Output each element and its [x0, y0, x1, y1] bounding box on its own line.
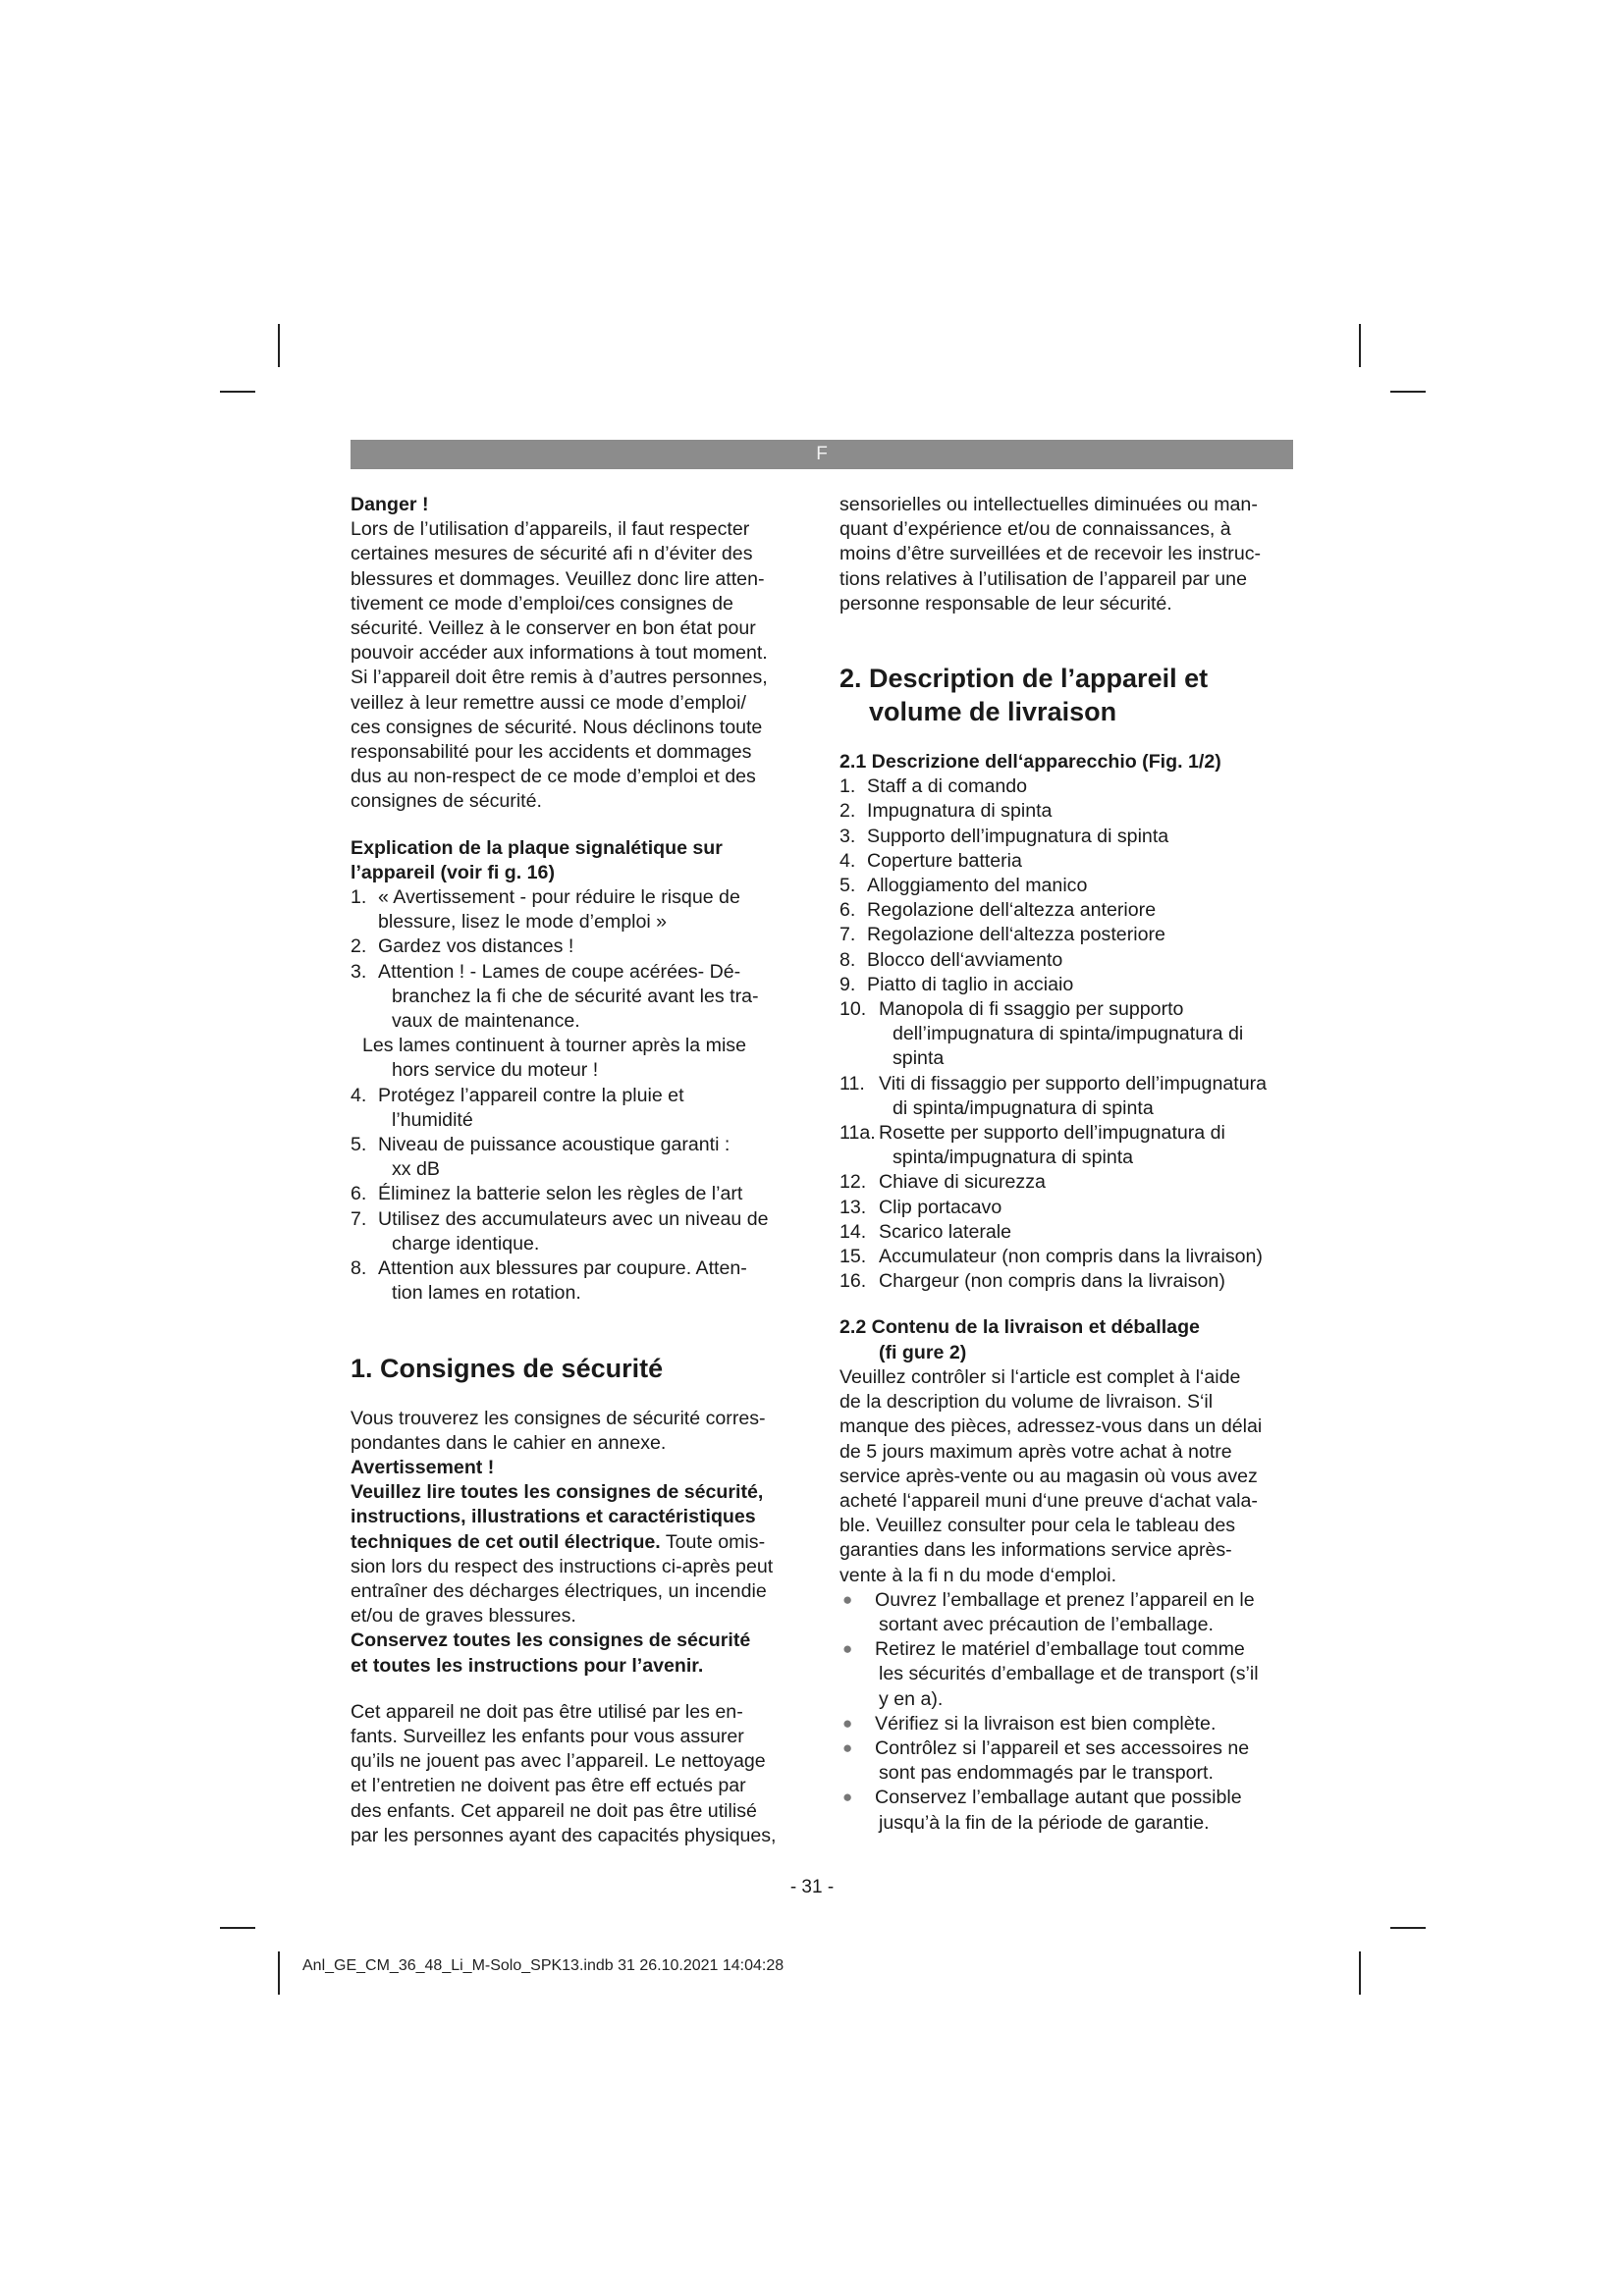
language-code: F	[816, 444, 828, 464]
list-item: ● Retirez le matériel d’emballage tout comme les sécurités d’emballage et de transport (s’il y en a).	[842, 1638, 1259, 1710]
crop-mark	[278, 1951, 280, 1995]
subsection-2-2-body: Veuillez contrôler si l‘article est complet à l‘aide de la description du volume de livraison. S‘il manque des pièces, adressez-vous dans un délai de 5 jours maximum après votre achat à notre service après-vente ou au magasin où vous avez acheté l‘appareil muni d‘une preuve d‘achat vala- ble. Veuillez consulter pour cela le tableau des garanties dans les informations service après- vente à la fi n du mode d‘emploi.	[839, 1365, 1263, 1586]
bullet-icon: ●	[842, 1737, 853, 1757]
rating-plate-list	[351, 885, 805, 1306]
list-item: 13. Clip portacavo	[839, 1196, 1002, 1218]
crop-mark	[1359, 324, 1361, 367]
list-item: 2. Impugnatura di spinta	[839, 800, 1053, 823]
section-1-intro: Vous trouverez les consignes de sécurité corres- pondantes dans le cahier en annexe.	[351, 1407, 766, 1454]
list-item: 4. Coperture batteria	[839, 849, 1022, 872]
crop-mark	[278, 324, 280, 367]
list-item: 9. Piatto di taglio in acciaio	[839, 973, 1074, 995]
unpacking-steps	[839, 1588, 1296, 1836]
parts-list	[839, 774, 1296, 1294]
right-column	[839, 493, 1296, 1836]
list-item: 15. Accumulateur (non compris dans la livraison)	[839, 1246, 1263, 1268]
list-item: 6. Éliminez la batterie selon les règles de l’art	[351, 1183, 743, 1205]
left-column	[351, 493, 805, 1848]
danger-title: Danger !	[351, 494, 429, 515]
bullet-icon: ●	[842, 1713, 853, 1733]
warning-label: Avertissement !	[351, 1456, 495, 1478]
crop-mark	[220, 391, 255, 393]
subsection-2-1-title: 2.1 Descrizione dell‘apparecchio (Fig. 1/2)	[839, 751, 1221, 774]
warning-text: Veuillez lire toutes les consignes de sécurité, instructions, illustrations et caractéristiques techniques de cet outil électrique. Toute omis- sion lors du respect des instructions ci-après peut entraîner des décharges électriques, un incendie et/ou de graves blessures.	[351, 1481, 774, 1628]
list-item: 5. Alloggiamento del manico	[839, 875, 1088, 897]
bullet-icon: ●	[842, 1589, 853, 1609]
list-item: 10. Manopola di fi ssaggio per supporto dell’impugnatura di spinta/impugnatura di spinta	[839, 998, 1244, 1070]
crop-mark	[1359, 1951, 1361, 1995]
list-item: 6. Regolazione dell‘altezza anteriore	[839, 899, 1157, 922]
list-item: 11. Viti di fissaggio per supporto dell’impugnatura di spinta/impugnatura di spinta	[839, 1072, 1268, 1119]
list-item: 7. Regolazione dell‘altezza posteriore	[839, 924, 1165, 946]
list-item: 14. Scarico laterale	[839, 1220, 1012, 1243]
subsection-2-2-title: 2.2 Contenu de la livraison et déballage (fi gure 2)	[839, 1316, 1200, 1363]
rating-plate-heading: Explication de la plaque signalétique sur l’appareil (voir fi g. 16)	[351, 836, 723, 883]
list-item: 7. Utilisez des accumulateurs avec un niveau de charge identique.	[351, 1207, 769, 1255]
children-warning: Cet appareil ne doit pas être utilisé par les en- fants. Surveillez les enfants pour vous assurer qu’ils ne jouent pas avec l’appareil. Le nettoyage et l’entretien ne doivent pas être eff ectués par des enfants. Cet appareil ne doit pas être utilisé par les personnes ayant des capacités physiques,	[351, 1700, 777, 1846]
children-warning-continued: sensorielles ou intellectuelles diminuées ou man- quant d’expérience et/ou de connaissances, à moins d’être surveillées et de recevoir les instruc- tions relatives à l’utilisation de l’appareil par une personne responsable de leur sécurité.	[839, 494, 1262, 614]
danger-body: Lors de l’utilisation d’appareils, il faut respecter certaines mesures de sécurité afi n d’éviter des blessures et dommages. Veuillez donc lire atten- tivement ce mode d’emploi/ces consignes de sécurité. Veillez à le conserver en bon état pour pouvoir accéder aux informations à tout moment. Si l’appareil doit être remis à d’autres personnes, veillez à leur remettre aussi ce mode d’emploi/ ces consignes de sécurité. Nous déclinons toute responsabilité pour les accidents et dommages dus au non-respect de ce mode d’emploi et des consignes de sécurité.	[351, 518, 768, 813]
list-item: 4. Protégez l’appareil contre la pluie et l’humidité	[351, 1084, 684, 1131]
list-item: ● Ouvrez l’emballage et prenez l’appareil en le sortant avec précaution de l’emballage.	[842, 1588, 1255, 1635]
page-number: - 31 -	[789, 1877, 835, 1897]
list-item: 12. Chiave di sicurezza	[839, 1171, 1046, 1194]
list-item: 5. Niveau de puissance acoustique garanti : xx dB	[351, 1134, 731, 1181]
crop-mark	[220, 1927, 255, 1929]
list-item: 2. Gardez vos distances !	[351, 935, 574, 958]
list-item: 3. Attention ! - Lames de coupe acérées- Dé- branchez la fi che de sécurité avant les tra- vaux de maintenance.	[351, 960, 759, 1033]
crop-mark	[1390, 1927, 1426, 1929]
list-item: ● Conservez l’emballage autant que possible jusqu’à la fin de la période de garantie.	[842, 1787, 1242, 1834]
section-1-title: 1. Consignes de sécurité	[351, 1353, 664, 1383]
list-item: ● Vérifiez si la livraison est bien complète.	[842, 1712, 1217, 1735]
list-item: 1. Staff a di comando	[839, 775, 1028, 798]
list-item: 3. Supporto dell’impugnatura di spinta	[839, 825, 1169, 847]
keep-instructions: Conservez toutes les consignes de sécurité et toutes les instructions pour l’avenir.	[351, 1629, 751, 1677]
list-item: 1. « Avertissement - pour réduire le risque de blessure, lisez le mode d’emploi »	[351, 886, 740, 934]
list-item: 8. Attention aux blessures par coupure. Atten- tion lames en rotation.	[351, 1257, 747, 1305]
bullet-icon: ●	[842, 1639, 853, 1659]
list-item: Les lames continuent à tourner après la mise hors service du moteur !	[362, 1035, 746, 1082]
list-item: 11a. Rosette per supporto dell’impugnatura di spinta/impugnatura di spinta	[839, 1122, 1225, 1169]
list-item: 8. Blocco dell‘avviamento	[839, 948, 1063, 971]
section-2-title: 2. Description de l’appareil et volume de livraison	[839, 664, 1209, 727]
language-header-bar	[351, 440, 1293, 469]
bullet-icon: ●	[842, 1788, 853, 1807]
print-footer: Anl_GE_CM_36_48_Li_M-Solo_SPK13.indb 31 26.10.2021 14:04:28	[302, 1957, 785, 1974]
crop-mark	[1390, 391, 1426, 393]
list-item: ● Contrôlez si l’appareil et ses accessoires ne sont pas endommagés par le transport.	[842, 1736, 1250, 1785]
list-item: 16. Chargeur (non compris dans la livraison)	[839, 1270, 1225, 1293]
